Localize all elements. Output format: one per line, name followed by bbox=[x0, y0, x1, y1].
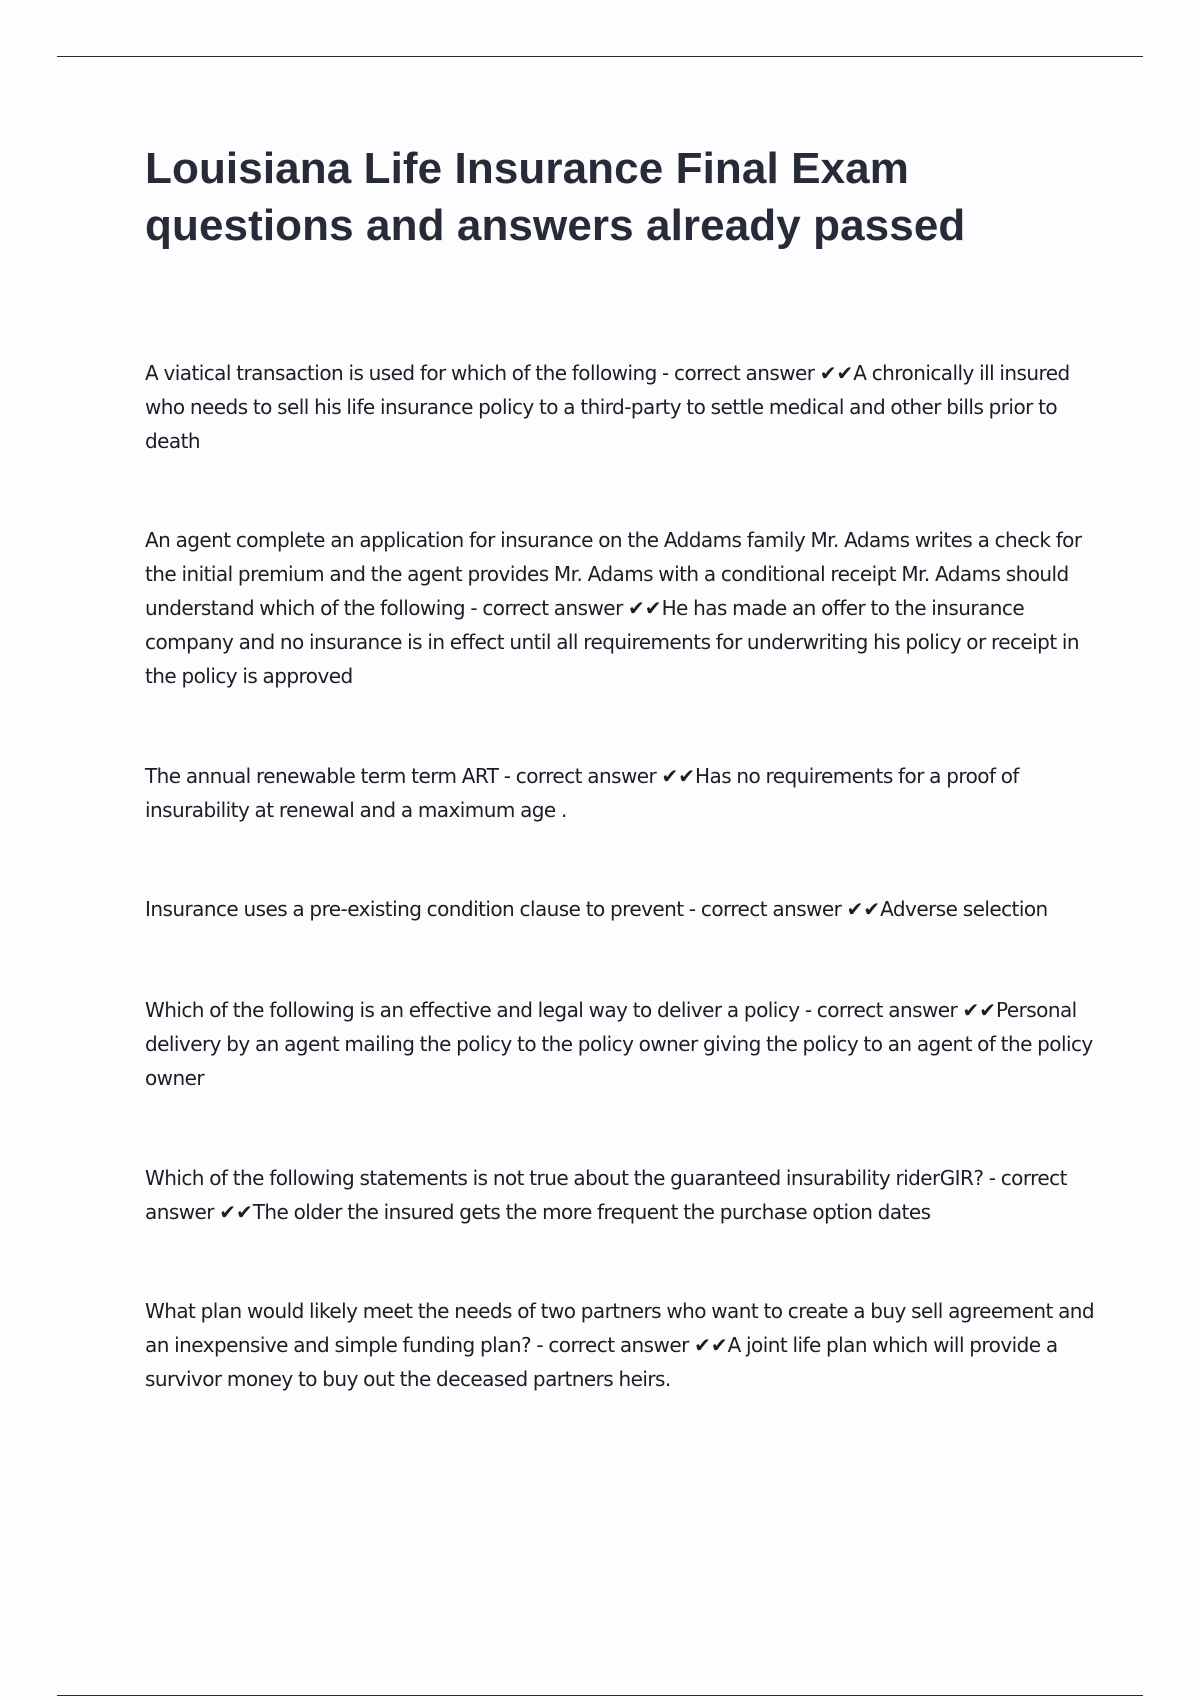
qa-item-6 bbox=[145, 1161, 1095, 1229]
qa-item-2 bbox=[145, 523, 1095, 693]
qa-item-7 bbox=[145, 1294, 1095, 1396]
checkmark-icon: ✔✔ bbox=[819, 361, 854, 385]
answer-text: The older the insured gets the more frequent the purchase option dates bbox=[252, 1200, 931, 1224]
checkmark-icon: ✔✔ bbox=[962, 998, 997, 1022]
answer-separator: - correct answer bbox=[656, 361, 820, 385]
question-text: Insurance uses a pre-existing condition clause to prevent bbox=[145, 897, 684, 921]
checkmark-icon: ✔✔ bbox=[846, 897, 881, 921]
answer-separator: - correct answer bbox=[498, 764, 662, 788]
checkmark-icon: ✔✔ bbox=[694, 1333, 728, 1357]
answer-text: A chronically ill insured who needs to sell his life insurance policy to a third-party to settle medical and other bills prior to death bbox=[145, 361, 1070, 453]
qa-item-1 bbox=[145, 356, 1095, 458]
bottom-rule bbox=[57, 1695, 1143, 1696]
answer-text: He has made an offer to the insurance company and no insurance is in effect until all requirements for underwriting his policy or receipt in the policy is approved bbox=[145, 596, 1080, 688]
question-text: Which of the following statements is not true about the guaranteed insurability riderGIR? bbox=[145, 1166, 984, 1190]
answer-separator: - correct answer bbox=[531, 1333, 695, 1357]
answer-separator: - correct answer bbox=[683, 897, 847, 921]
qa-item-3 bbox=[145, 759, 1095, 827]
qa-item-4 bbox=[145, 892, 1095, 926]
qa-item-5 bbox=[145, 993, 1095, 1095]
answer-text: A joint life plan which will provide a survivor money to buy out the deceased partners heirs. bbox=[145, 1333, 1058, 1391]
question-text: An agent complete an application for insurance on the Addams family Mr. Adams writes a check for the initial premium and the agent provides Mr. Adams with a conditional receipt Mr. Adams should understand which of the following bbox=[145, 528, 1082, 620]
question-text: What plan would likely meet the needs of two partners who want to create a buy sell agreement and an inexpensive and simple funding plan? bbox=[145, 1299, 1095, 1357]
question-text: The annual renewable term term ART bbox=[145, 764, 499, 788]
answer-separator: - correct answer bbox=[465, 596, 629, 620]
question-text: Which of the following is an effective and legal way to deliver a policy bbox=[145, 998, 800, 1022]
answer-text: Personal delivery by an agent mailing the policy to the policy owner giving the policy to an agent of the policy owner bbox=[145, 998, 1093, 1090]
checkmark-icon: ✔✔ bbox=[661, 764, 695, 788]
answer-text: Has no requirements for a proof of insurability at renewal and a maximum age . bbox=[145, 764, 1019, 822]
answer-separator: - correct answer bbox=[145, 1166, 1067, 1224]
checkmark-icon: ✔✔ bbox=[628, 596, 662, 620]
top-rule bbox=[57, 56, 1143, 57]
checkmark-icon: ✔✔ bbox=[219, 1200, 253, 1224]
answer-separator: - correct answer bbox=[799, 998, 963, 1022]
document-title: Louisiana Life Insurance Final Exam questions and answers already passed bbox=[145, 144, 966, 250]
answer-text: Adverse selection bbox=[880, 897, 1048, 921]
question-text: A viatical transaction is used for which of the following bbox=[145, 361, 657, 385]
